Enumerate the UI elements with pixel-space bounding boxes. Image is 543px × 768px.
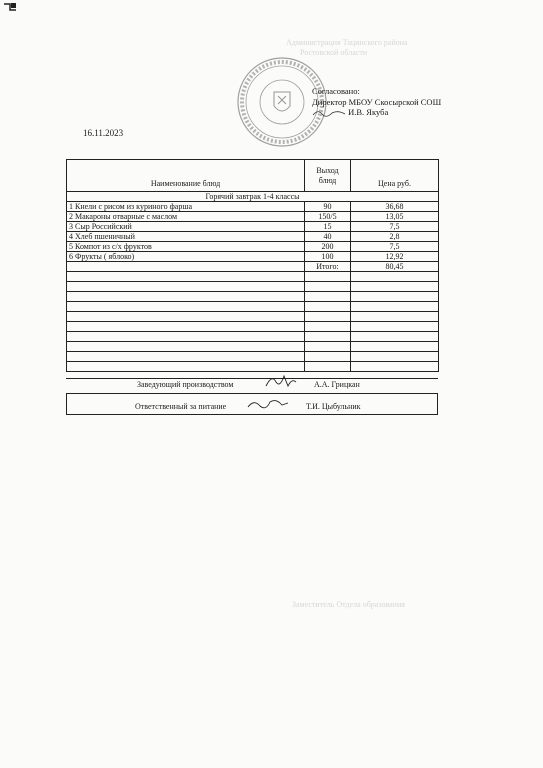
dish-name: 4 Хлеб пшеничный	[67, 232, 305, 242]
dish-name: 1 Кнели с рисом из куриного фарша	[67, 202, 305, 212]
section-title: Горячий завтрак 1-4 классы	[67, 192, 439, 202]
total-row	[67, 262, 439, 272]
header-price: Цена руб.	[351, 160, 439, 192]
dish-price: 36,68	[351, 202, 439, 212]
dish-price: 7,5	[351, 242, 439, 252]
table-row	[67, 242, 439, 252]
dish-name: 5 Компот из с/х фруктов	[67, 242, 305, 252]
section-row	[67, 192, 439, 202]
dish-name: 2 Макароны отварные с маслом	[67, 212, 305, 222]
nutrition-role: Ответственный за питание	[135, 402, 227, 411]
approval-director-name: И.В. Якуба	[312, 107, 512, 118]
approval-heading: Согласовано:	[312, 86, 360, 96]
border-left	[66, 393, 67, 414]
dish-price: 12,92	[351, 252, 439, 262]
menu-date: 16.11.2023	[83, 128, 124, 138]
nutrition-signature-row	[66, 402, 438, 414]
empty-row	[67, 282, 439, 292]
empty-row	[67, 342, 439, 352]
bleed-through-text: Администрация Тацинского района	[286, 38, 408, 47]
dish-output: 200	[305, 242, 351, 252]
dish-output: 40	[305, 232, 351, 242]
divider	[66, 414, 438, 415]
dish-output: 150/5	[305, 212, 351, 222]
border-right	[437, 393, 438, 414]
total-label: Итого:	[305, 262, 351, 272]
table-header-row	[67, 160, 439, 192]
empty-row	[67, 322, 439, 332]
approval-block	[312, 86, 512, 118]
total-blank	[67, 262, 305, 272]
production-signature-row	[66, 380, 438, 392]
bleed-through-text: Заместитель Отдела образования	[292, 600, 405, 609]
dish-price: 13,05	[351, 212, 439, 222]
corner-marker-icon	[2, 2, 20, 18]
table-row	[67, 212, 439, 222]
table-row	[67, 252, 439, 262]
dish-name: 6 Фрукты ( яблоко)	[67, 252, 305, 262]
nutrition-name: Т.И. Цыбульник	[306, 402, 361, 411]
dish-output: 15	[305, 222, 351, 232]
divider	[66, 378, 438, 379]
total-value: 80,45	[351, 262, 439, 272]
dish-output: 90	[305, 202, 351, 212]
empty-row	[67, 362, 439, 372]
empty-row	[67, 352, 439, 362]
empty-row	[67, 302, 439, 312]
dish-price: 7,5	[351, 222, 439, 232]
dish-price: 2,8	[351, 232, 439, 242]
divider	[66, 393, 438, 394]
table-row	[67, 202, 439, 212]
director-signature-icon	[312, 108, 346, 118]
table-row	[67, 222, 439, 232]
production-role: Заведующий производством	[137, 380, 234, 389]
production-name: А.А. Грицкан	[314, 380, 360, 389]
page-corner-mark	[2, 2, 20, 23]
dish-name: 3 Сыр Российский	[67, 222, 305, 232]
empty-row	[67, 332, 439, 342]
dish-output: 100	[305, 252, 351, 262]
bleed-through-text: Ростовской области	[300, 48, 368, 57]
approval-position: Директор МБОУ Скосырской СОШ	[312, 96, 442, 107]
empty-row	[67, 312, 439, 322]
header-output: Выход блюд	[305, 160, 351, 192]
nutrition-signature-icon	[246, 397, 290, 413]
table-row	[67, 232, 439, 242]
production-signature-icon	[264, 372, 298, 390]
header-dish-name: Наименование блюд	[67, 160, 305, 192]
empty-row	[67, 292, 439, 302]
empty-row	[67, 272, 439, 282]
menu-table	[66, 159, 439, 372]
